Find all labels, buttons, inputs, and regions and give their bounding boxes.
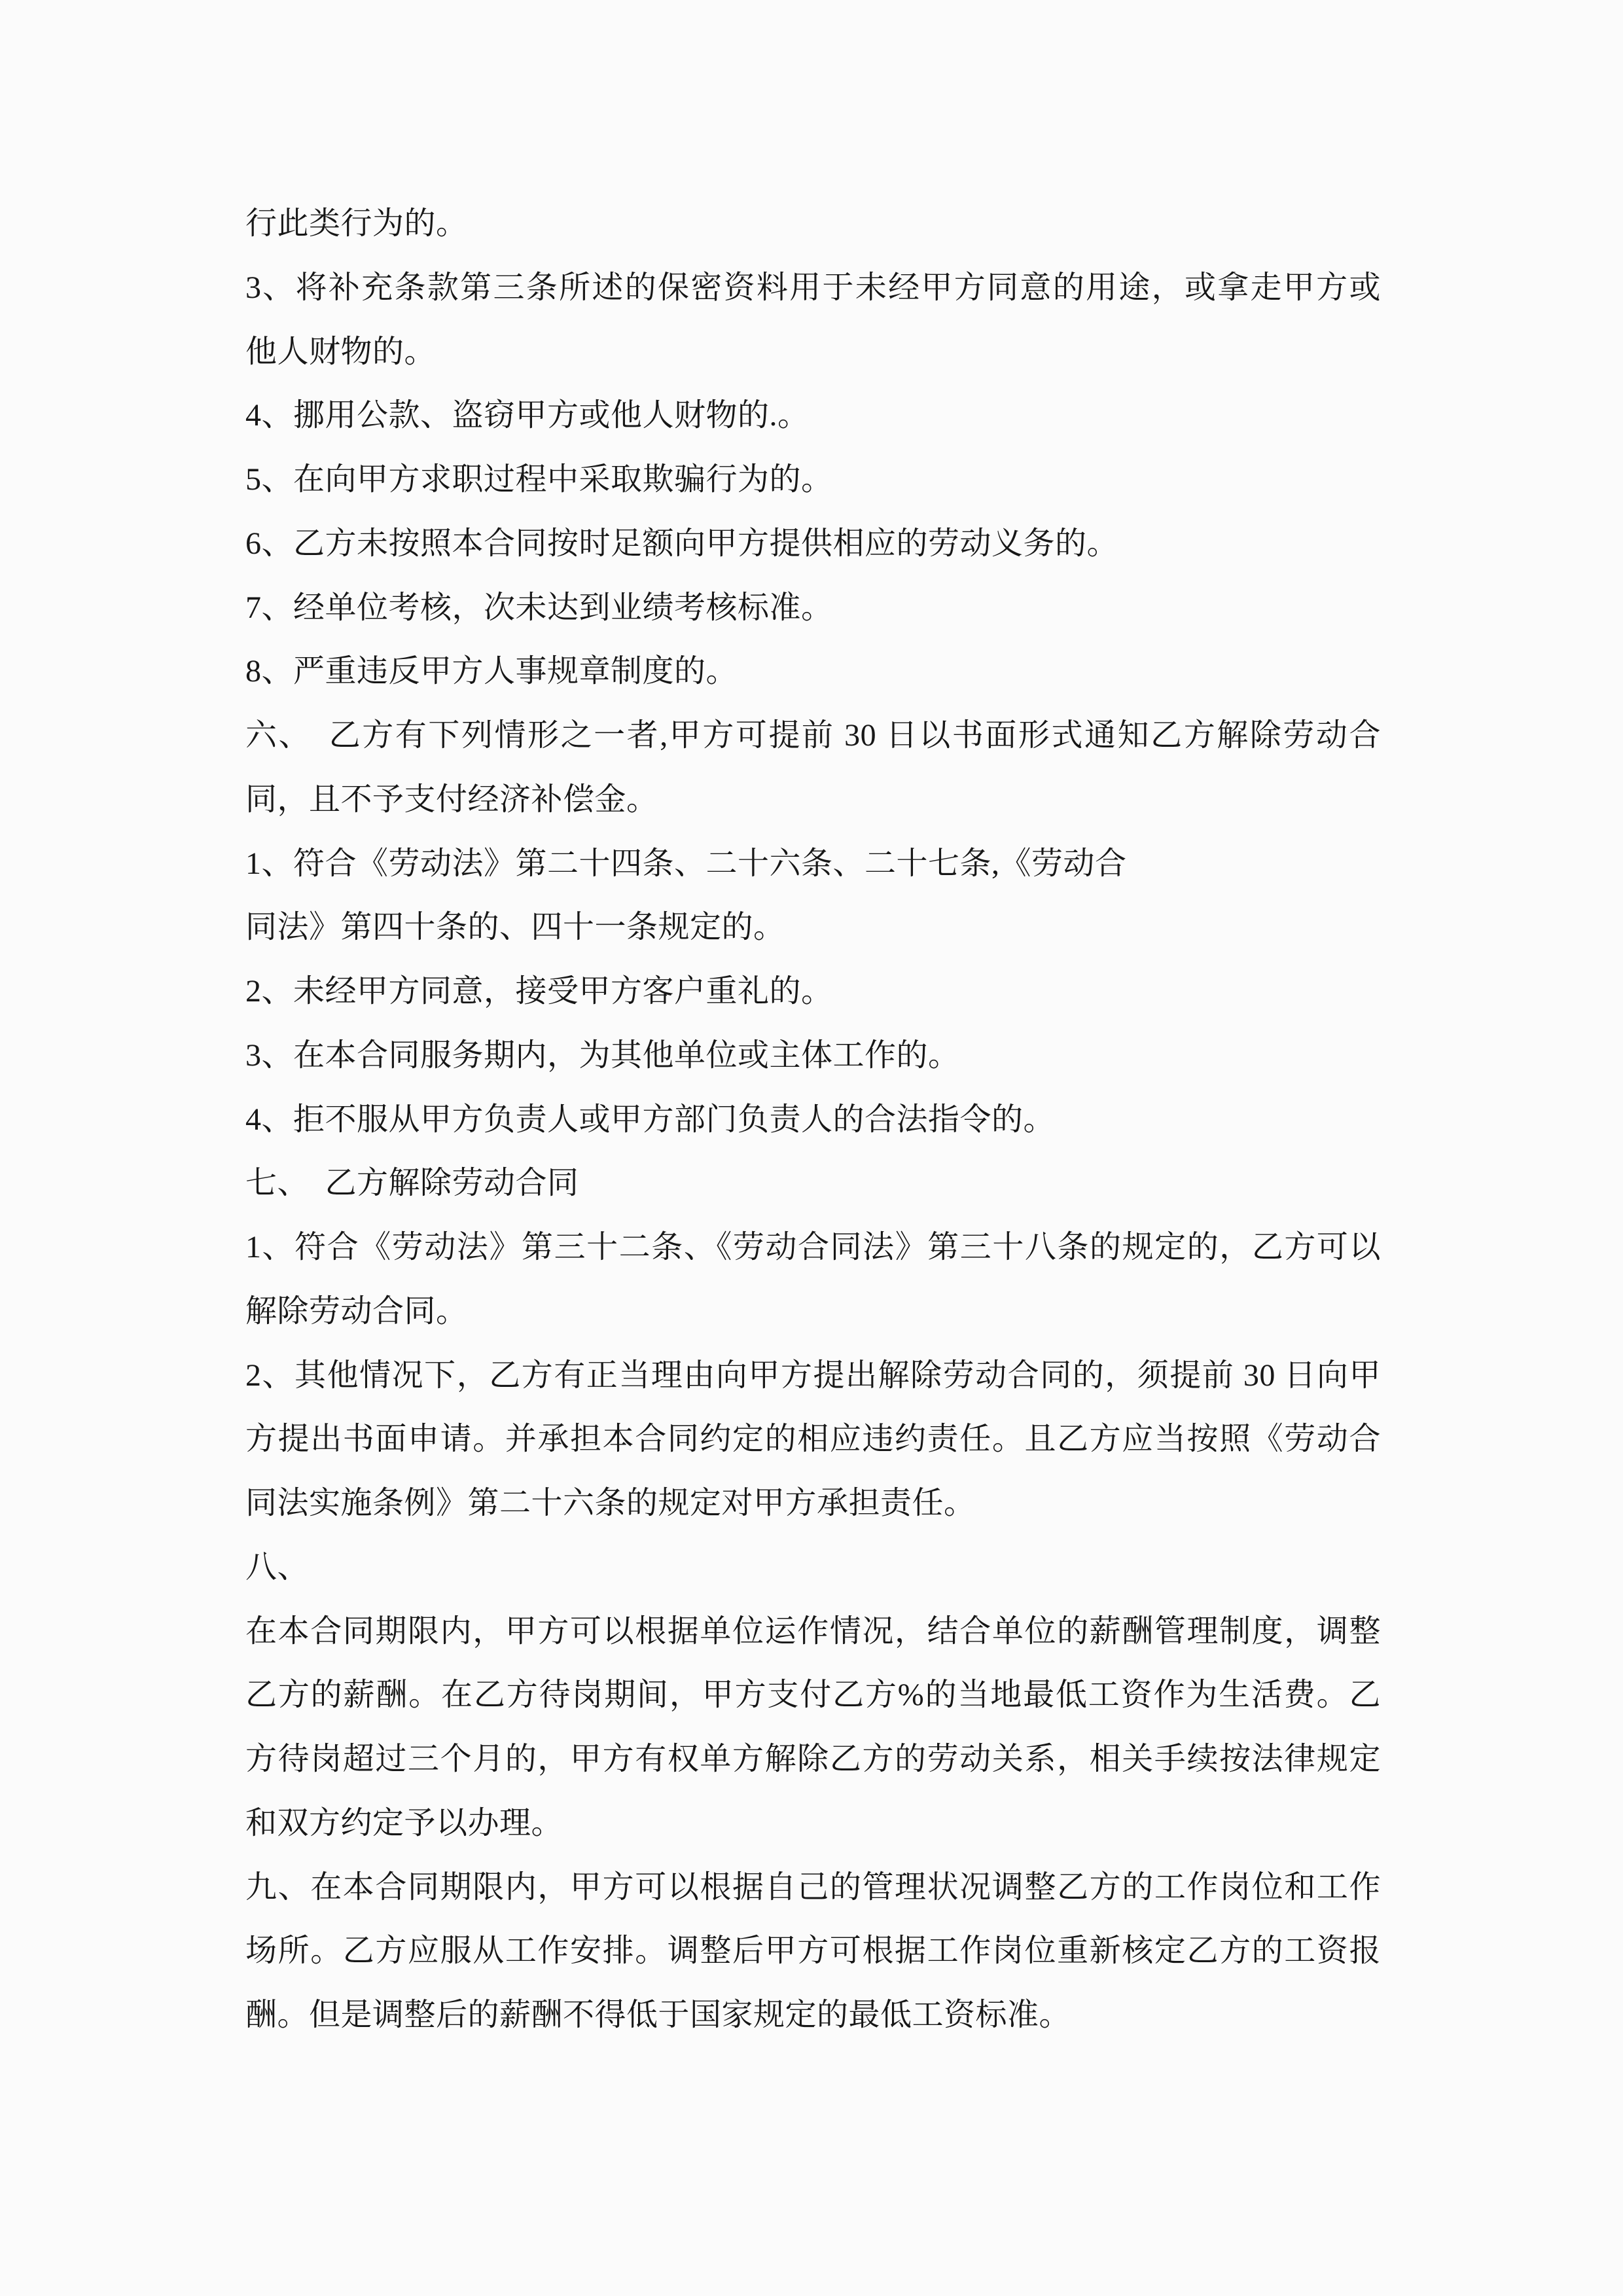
text-line: 8、严重违反甲方人事规章制度的。 [245,654,738,689]
text-line: 场所。乙方应服从工作安排。调整后甲方可根据工作岗位重新核定乙方的工资报 [245,1933,1381,1969]
text-line: 7、经单位考核，次未达到业绩考核标准。 [245,590,833,625]
text-line: 方提出书面申请。并承担本合同约定的相应违约责任。且乙方应当按照《劳动合 [245,1422,1381,1457]
text-line: 酬。但是调整后的薪酬不得低于国家规定的最低工资标准。 [245,1998,1071,2032]
text-line: 方待岗超过三个月的，甲方有权单方解除乙方的劳动关系，相关手续按法律规定 [245,1742,1381,1776]
text-line: 解除劳动合同。 [245,1293,468,1329]
text-line: 3、将补充条款第三条所述的保密资料用于未经甲方同意的用途，或拿走甲方或 [245,270,1381,305]
text-line: 行此类行为的。 [245,206,468,241]
text-line: 6、乙方未按照本合同按时足额向甲方提供相应的劳动义务的。 [245,526,1119,561]
text-line: 同，且不予支付经济补偿金。 [245,781,658,817]
text-line: 和双方约定予以办理。 [245,1805,563,1840]
text-line: 3、在本合同服务期内，为其他单位或主体工作的。 [245,1037,960,1073]
text-line: 九、在本合同期限内，甲方可以根据自己的管理状况调整乙方的工作岗位和工作 [245,1869,1381,1905]
text-line: 他人财物的。 [245,334,437,369]
text-line: 在本合同期限内，甲方可以根据单位运作情况，结合单位的薪酬管理制度，调整 [245,1613,1381,1649]
text-line: 同法实施条例》第二十六条的规定对甲方承担责任。 [245,1486,976,1520]
text-line: 2、未经甲方同意，接受甲方客户重礼的。 [245,974,833,1009]
text-line: 4、挪用公款、盗窃甲方或他人财物的.。 [245,398,810,433]
text-line: 4、拒不服从甲方负责人或甲方部门负责人的合法指令的。 [245,1102,1056,1137]
text-line: 八、 [245,1549,310,1585]
text-line: 5、在向甲方求职过程中采取欺骗行为的。 [245,462,833,497]
text-line: 2、其他情况下，乙方有正当理由向甲方提出解除劳动合同的，须提前 30 日向甲 [245,1357,1381,1393]
text-line: 1、符合《劳动法》第三十二条、《劳动合同法》第三十八条的规定的，乙方可以 [245,1230,1381,1265]
text-line: 六、 乙方有下列情形之一者,甲方可提前 30 日以书面形式通知乙方解除劳动合 [245,718,1381,753]
text-line: 1、符合《劳动法》第二十四条、二十六条、二十七条,《劳动合 [245,846,1127,881]
text-line: 同法》第四十条的、四十一条规定的。 [245,910,785,945]
contract-text-block [245,192,1381,2047]
text-line: 乙方的薪酬。在乙方待岗期间，甲方支付乙方%的当地最低工资作为生活费。乙 [245,1677,1381,1713]
text-line: 七、 乙方解除劳动合同 [245,1166,579,1201]
